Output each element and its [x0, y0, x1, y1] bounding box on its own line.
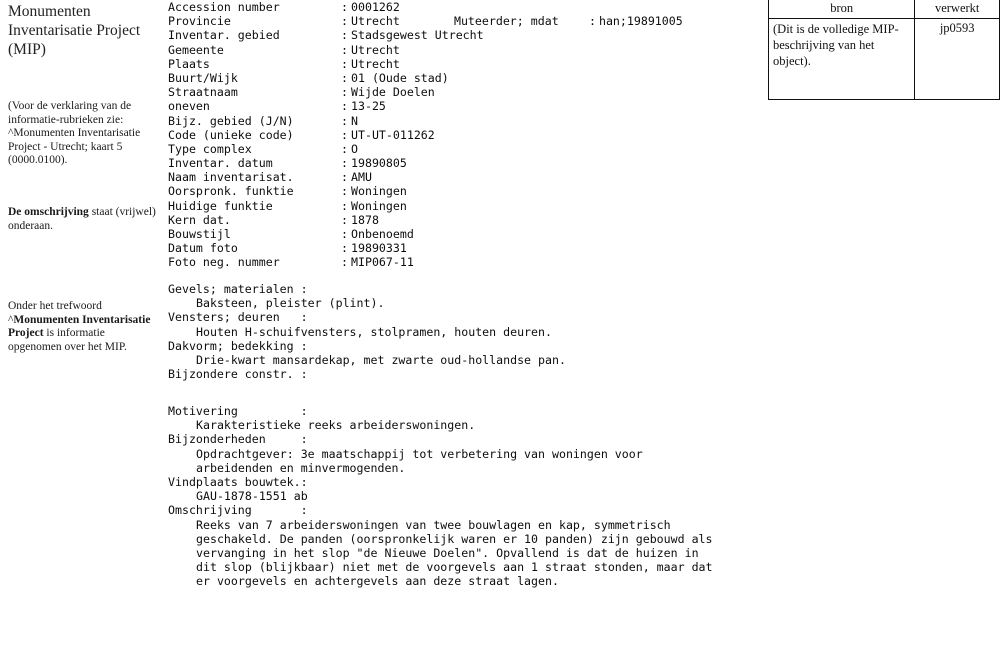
section-line: vervanging in het slop "de Nieuwe Doelen". Opvallend is dat de huizen in: [196, 545, 699, 560]
field-row: [168, 199, 484, 213]
field-label: Buurt/Wijk: [168, 70, 238, 85]
mutation-value: han;19891005: [598, 14, 683, 29]
page-title: Monumenten Inventarisatie Project (MIP): [8, 3, 141, 58]
field-row: [168, 43, 484, 57]
field-label: Inventar. datum: [168, 156, 273, 171]
field-label: Kern dat.: [168, 212, 231, 227]
field-row: [168, 71, 484, 85]
mutation-label: Muteerder; mdat: [453, 14, 559, 29]
field-label: Naam inventarisat.: [168, 170, 294, 185]
field-row: [168, 241, 484, 255]
field-colon: :: [341, 85, 348, 100]
field-label: Huidige funktie: [168, 198, 273, 213]
field-colon: :: [341, 127, 348, 142]
field-row: [168, 128, 484, 142]
field-colon: :: [341, 141, 348, 156]
field-row: [168, 213, 484, 227]
field-value: Utrecht: [351, 56, 400, 71]
field-row: [168, 14, 484, 28]
field-colon: :: [341, 56, 348, 71]
field-value: UT-UT-011262: [351, 127, 435, 142]
field-label: Accession number: [168, 0, 280, 14]
section-heading: Dakvorm; bedekking :: [168, 338, 308, 353]
field-row: [168, 114, 484, 128]
field-label: Foto neg. nummer: [168, 255, 280, 270]
field-label: Datum foto: [168, 241, 238, 256]
section-heading: Omschrijving :: [168, 503, 308, 518]
field-value: 19890805: [351, 156, 407, 171]
section-heading: Vindplaats bouwtek.:: [168, 474, 308, 489]
field-value: 19890331: [351, 241, 407, 256]
field-row: [168, 0, 484, 14]
field-value: Utrecht: [351, 14, 400, 29]
field-value: Utrecht: [351, 42, 400, 57]
field-colon: :: [341, 198, 348, 213]
section-line: Opdrachtgever: 3e maatschappij tot verbetering van woningen voor: [196, 446, 643, 461]
field-label: Gemeente: [168, 42, 224, 57]
section-line: Karakteristieke reeks arbeiderswoningen.: [196, 418, 476, 433]
building-characteristics-section: [168, 282, 566, 381]
section-line: Houten H-schuifvensters, stolpramen, houten deuren.: [196, 324, 552, 339]
field-value: Stadsgewest Utrecht: [351, 28, 484, 43]
table-row: [769, 19, 1000, 100]
section-heading: Bijzonderheden :: [168, 432, 308, 447]
annotation-note-rubrieken: (Voor de verklaring van de informatie-rubrieken zie: ^Monumenten Inventarisatie Project - Utrecht; kaart 5 (0000.0100).: [8, 100, 141, 167]
field-colon: :: [341, 227, 348, 241]
section-heading: Gevels; materialen :: [168, 282, 308, 296]
field-row: [168, 170, 484, 184]
field-value: N: [351, 113, 358, 128]
annotation-note-trefwoord-bold: Monumenten Inventarisatie Project: [8, 313, 151, 340]
table-cell-code: jp0593: [915, 19, 1000, 100]
field-label: Straatnaam: [168, 85, 238, 100]
field-row: [168, 28, 484, 42]
field-colon: :: [341, 0, 348, 14]
field-value: Woningen: [351, 198, 407, 213]
field-label: Oorspronk. funktie: [168, 184, 294, 199]
section-line: Baksteen, pleister (plint).: [196, 296, 385, 311]
source-processed-table: [768, 0, 1000, 100]
field-colon: :: [341, 170, 348, 185]
section-line: dit slop (blijkbaar) niet met de voorgevels aan 1 straat stonden, maar dat: [196, 560, 713, 575]
field-label: Code (unieke code): [168, 127, 294, 142]
field-value: 0001262: [351, 0, 400, 14]
table-header-bron: bron: [769, 0, 915, 19]
field-value: AMU: [351, 170, 372, 185]
field-row: [168, 99, 484, 113]
field-label: Plaats: [168, 56, 210, 71]
field-colon: :: [341, 42, 348, 57]
field-value: MIP067-11: [351, 255, 414, 270]
field-row: [168, 184, 484, 198]
field-row: [168, 227, 484, 241]
field-colon: :: [341, 184, 348, 199]
annotation-note-trefwoord: [8, 300, 160, 354]
field-row: [168, 142, 484, 156]
field-row: [168, 255, 484, 269]
field-label: Inventar. gebied: [168, 28, 280, 43]
field-value: Onbenoemd: [351, 227, 414, 241]
section-line: GAU-1878-1551 ab: [196, 489, 308, 504]
table-header-row: [769, 0, 1000, 19]
field-colon: :: [341, 113, 348, 128]
field-label: Provincie: [168, 14, 231, 29]
annotation-note-omschrijving: [8, 206, 158, 233]
field-colon: :: [341, 28, 348, 43]
field-colon: :: [341, 99, 348, 114]
annotation-note-trefwoord-pre: Onder het trefwoord ^: [8, 300, 102, 326]
annotation-note-omschrijving-rest: staat (vrijwel) onderaan.: [8, 206, 156, 232]
field-colon: :: [341, 156, 348, 171]
field-colon: :: [341, 14, 348, 29]
field-label: Bouwstijl: [168, 227, 231, 241]
section-heading: Vensters; deuren :: [168, 310, 308, 325]
field-row: [168, 57, 484, 71]
section-heading: Bijzondere constr. :: [168, 367, 308, 382]
field-colon: :: [341, 255, 348, 270]
field-label: Type complex: [168, 141, 252, 156]
section-heading: Motivering :: [168, 404, 308, 418]
field-row: [168, 156, 484, 170]
field-colon: :: [341, 241, 348, 256]
section-line: geschakeld. De panden (oorspronkelijk waren er 10 panden) zijn gebouwd als: [196, 531, 713, 546]
field-colon: :: [341, 212, 348, 227]
section-line: Reeks van 7 arbeiderswoningen van twee bouwlagen en kap, symmetrisch: [196, 517, 671, 532]
section-line: Drie-kwart mansardekap, met zwarte oud-hollandse pan.: [196, 352, 566, 367]
field-row: [168, 85, 484, 99]
field-value: Woningen: [351, 184, 407, 199]
table-header-verwerkt: verwerkt: [915, 0, 1000, 19]
record-field-list: [168, 0, 484, 270]
left-annotation-column: [8, 2, 156, 59]
field-value: 13-25: [351, 99, 386, 114]
field-colon: :: [341, 70, 348, 85]
field-value: O: [351, 141, 358, 156]
description-section: [168, 404, 713, 588]
field-label: oneven: [168, 99, 210, 114]
field-label: Bijz. gebied (J/N): [168, 113, 294, 128]
field-value: 1878: [351, 212, 379, 227]
field-value: 01 (Oude stad): [351, 70, 449, 85]
mutation-colon: :: [588, 14, 596, 29]
field-value: Wijde Doelen: [351, 85, 435, 100]
annotation-note-trefwoord-rest: is informatie opgenomen over het MIP.: [8, 327, 127, 353]
annotation-note-omschrijving-bold: De omschrijving: [8, 206, 89, 218]
section-line: er voorgevels en achtergevels aan deze straat lagen.: [196, 574, 559, 589]
section-line: arbeidenden en minvermogenden.: [196, 460, 406, 475]
table-cell-description: (Dit is de volledige MIP-beschrijving van het object).: [769, 19, 915, 100]
